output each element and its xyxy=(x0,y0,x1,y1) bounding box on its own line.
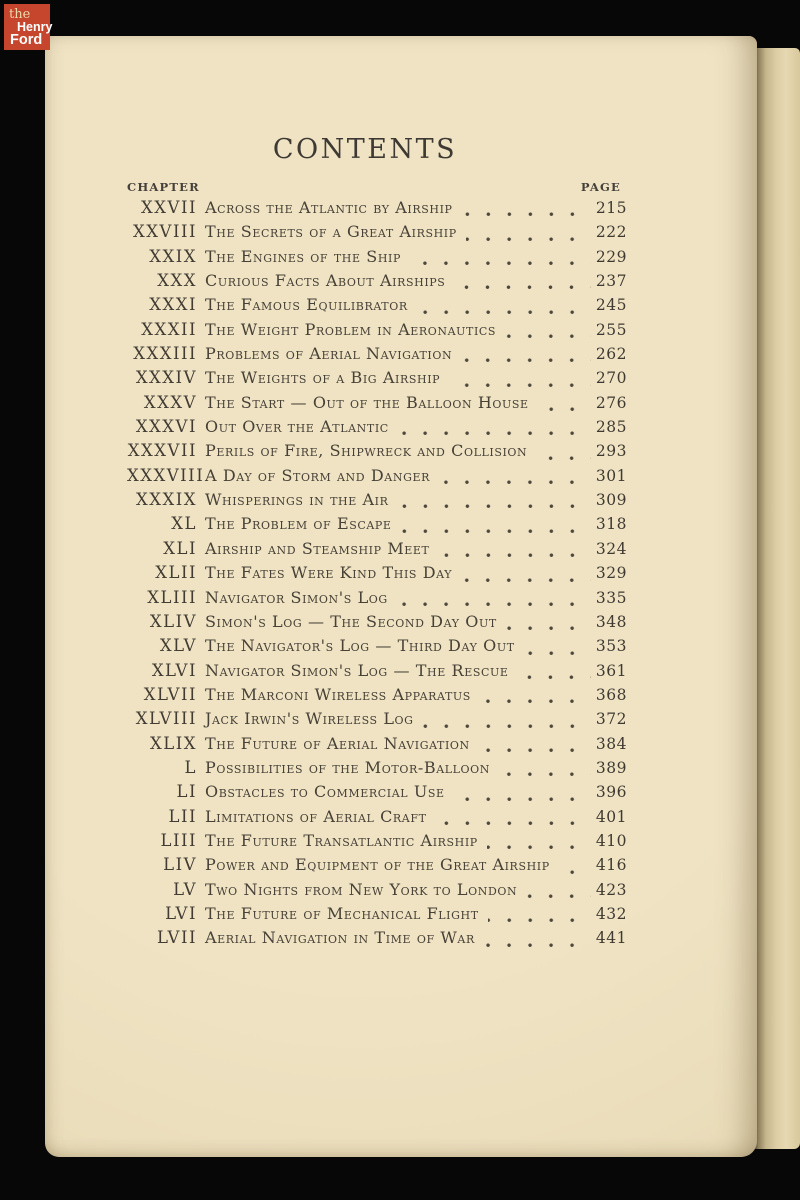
dot-leader xyxy=(423,724,591,729)
chapter-numeral: XXXIX xyxy=(135,490,197,510)
dot-leader xyxy=(454,285,590,290)
toc-entry xyxy=(127,417,627,441)
page-number: 353 xyxy=(595,637,627,656)
chapter-numeral: XXIX xyxy=(149,246,197,266)
dot-leader xyxy=(401,529,591,534)
chapter-numeral: XXVIII xyxy=(133,222,197,242)
page-number: 301 xyxy=(595,466,627,485)
dot-leader xyxy=(466,237,591,242)
chapter-title: Airship and Steamship Meet xyxy=(205,538,430,558)
page-number: 410 xyxy=(595,831,627,850)
toc-entry xyxy=(127,368,627,392)
page-number: 432 xyxy=(595,904,627,923)
toc-entry xyxy=(127,393,627,417)
chapter-numeral: XXXIII xyxy=(133,344,197,364)
toc-entry xyxy=(127,904,627,928)
chapter-title: Navigator Simon's Log xyxy=(205,587,388,607)
dot-leader xyxy=(461,578,591,583)
toc-entry xyxy=(127,466,627,490)
chapter-title: Simon's Log — The Second Day Out xyxy=(205,611,497,631)
page-number: 368 xyxy=(595,685,627,704)
toc-entry xyxy=(127,295,627,319)
chapter-numeral: LIV xyxy=(163,855,197,875)
page-number: 416 xyxy=(595,856,627,875)
chapter-numeral: XXXII xyxy=(141,319,197,339)
dot-leader xyxy=(417,310,591,315)
logo-text-ford: Ford xyxy=(10,32,43,48)
toc-entry xyxy=(127,247,627,271)
chapter-numeral: LVII xyxy=(157,928,197,948)
chapter-numeral: XLII xyxy=(155,563,197,583)
dot-leader xyxy=(488,918,591,923)
toc-entry xyxy=(127,344,627,368)
page-number: 324 xyxy=(595,539,627,558)
toc-entry xyxy=(127,563,627,587)
dot-leader xyxy=(398,431,591,436)
chapter-title: The Secrets of a Great Airship xyxy=(205,222,457,242)
toc-entry xyxy=(127,198,627,222)
dot-leader xyxy=(449,383,591,388)
toc-entry xyxy=(127,709,627,733)
dot-leader xyxy=(454,797,591,802)
chapter-numeral: XXXV xyxy=(143,392,197,412)
chapter-numeral: XXX xyxy=(157,271,197,291)
chapter-title: The Engines of the Ship xyxy=(205,246,401,266)
page-number: 396 xyxy=(595,783,627,802)
page-number: 335 xyxy=(595,588,627,607)
dot-leader xyxy=(517,675,590,680)
chapter-title: The Fates Were Kind This Day xyxy=(205,563,453,583)
page-number: 222 xyxy=(595,223,627,242)
chapter-numeral: LI xyxy=(176,782,197,802)
chapter-title: Across the Atlantic by Airship xyxy=(205,198,453,217)
page-number: 441 xyxy=(595,929,627,948)
toc-entry xyxy=(127,271,627,295)
toc-entry xyxy=(127,831,627,855)
chapter-title: Curious Facts About Airships xyxy=(205,271,446,291)
chapter-numeral: XLVIII xyxy=(135,709,197,729)
chapter-numeral: LVI xyxy=(165,903,197,923)
dot-leader xyxy=(439,480,591,485)
toc-entry xyxy=(127,685,627,709)
page-number: 384 xyxy=(595,734,627,753)
chapter-title: Whisperings in the Air xyxy=(205,490,389,510)
dot-leader xyxy=(536,456,591,461)
page-number: 215 xyxy=(595,199,627,217)
chapter-title: Possibilities of the Motor-Balloon xyxy=(205,757,491,777)
toc-entry xyxy=(127,661,627,685)
chapter-numeral: XLIX xyxy=(150,733,197,753)
chapter-title: Out Over the Atlantic xyxy=(205,417,389,437)
chapter-numeral: XLV xyxy=(159,636,197,656)
logo-text-henry: Henry xyxy=(17,20,53,34)
page-number: 361 xyxy=(595,661,627,680)
chapter-title: The Famous Equilibrator xyxy=(205,295,408,315)
chapter-numeral: XXXVIII xyxy=(127,465,205,485)
chapter-title: A Day of Storm and Danger xyxy=(205,465,430,485)
page-number: 237 xyxy=(595,272,627,291)
chapter-numeral: XXXVII xyxy=(127,441,197,461)
toc-entry xyxy=(127,928,627,952)
chapter-title: Aerial Navigation in Time of War xyxy=(205,928,475,948)
chapter-title: The Navigator's Log — Third Day Out xyxy=(205,636,515,656)
chapter-title: The Problem of Escape xyxy=(205,514,392,534)
page-number: 318 xyxy=(595,515,627,534)
chapter-title: Problems of Aerial Navigation xyxy=(205,344,453,364)
chapter-title: Power and Equipment of the Great Airship xyxy=(205,855,550,875)
page-number: 229 xyxy=(595,247,627,266)
toc-entry xyxy=(127,588,627,612)
dot-leader xyxy=(484,943,591,948)
chapter-numeral: XXXIV xyxy=(135,368,197,388)
toc-entry xyxy=(127,612,627,636)
toc-entry xyxy=(127,782,627,806)
chapter-title: Obstacles to Commercial Use xyxy=(205,782,445,802)
toc-entry xyxy=(127,490,627,514)
chapter-title: The Future of Mechanical Flight xyxy=(205,903,479,923)
chapter-numeral: XXXVI xyxy=(135,417,197,437)
toc-entry xyxy=(127,636,627,660)
dot-leader xyxy=(461,358,591,363)
toc-entry xyxy=(127,514,627,538)
page-number: 423 xyxy=(595,880,627,899)
dot-leader xyxy=(499,772,591,777)
chapter-numeral: LII xyxy=(168,806,197,826)
chapter-numeral: XXVII xyxy=(141,198,197,217)
toc-list xyxy=(127,198,627,953)
dot-leader xyxy=(487,845,591,850)
dot-leader xyxy=(506,626,591,631)
chapter-title: Limitations of Aerial Craft xyxy=(205,806,427,826)
page-stack-edge xyxy=(754,48,800,1149)
chapter-title: Perils of Fire, Shipwreck and Collision xyxy=(205,441,528,461)
chapter-title: The Future Transatlantic Airship xyxy=(205,830,478,850)
chapter-title: The Future of Aerial Navigation xyxy=(205,733,470,753)
logo-text-the: the xyxy=(9,7,31,22)
page-number: 401 xyxy=(595,807,627,826)
page-number: 348 xyxy=(595,612,627,631)
chapter-numeral: L xyxy=(184,757,197,777)
page-number: 255 xyxy=(595,320,627,339)
chapter-numeral: LIII xyxy=(160,830,197,850)
chapter-numeral: XLI xyxy=(163,538,197,558)
dot-leader xyxy=(479,748,591,753)
dot-leader xyxy=(436,821,591,826)
chapter-title: The Marconi Wireless Apparatus xyxy=(205,684,471,704)
dot-leader xyxy=(526,894,591,899)
column-headers xyxy=(127,180,627,194)
page-number: 309 xyxy=(595,491,627,510)
dot-leader xyxy=(439,553,591,558)
page-number: 285 xyxy=(595,418,627,437)
chapter-numeral: LV xyxy=(173,879,197,899)
chapter-title: The Weight Problem in Aeronautics xyxy=(205,319,497,339)
toc-entry xyxy=(127,320,627,344)
page-number: 245 xyxy=(595,296,627,315)
toc-entry xyxy=(127,807,627,831)
page-number: 270 xyxy=(595,369,627,388)
toc-entry xyxy=(127,734,627,758)
dot-leader xyxy=(505,334,591,339)
toc-entry xyxy=(127,758,627,782)
chapter-numeral: XLVII xyxy=(143,684,197,704)
dot-leader xyxy=(524,651,591,656)
page-number: 389 xyxy=(595,758,627,777)
chapter-title: Jack Irwin's Wireless Log xyxy=(205,709,414,729)
chapter-title: The Weights of a Big Airship xyxy=(205,368,441,388)
chapter-numeral: XLVI xyxy=(151,660,197,680)
book-page xyxy=(45,36,757,1157)
dot-leader xyxy=(397,602,591,607)
chapter-numeral: XLIV xyxy=(149,611,197,631)
toc-entry xyxy=(127,855,627,879)
page-column-header: PAGE xyxy=(580,180,621,194)
page-number: 329 xyxy=(595,564,627,583)
dot-leader xyxy=(480,699,591,704)
dot-leader xyxy=(410,261,591,266)
chapter-column-header: CHAPTER xyxy=(127,180,200,194)
dot-leader xyxy=(559,870,591,875)
page-number: 293 xyxy=(595,442,627,461)
page-title: CONTENTS xyxy=(272,134,458,165)
chapter-numeral: XL xyxy=(171,514,197,534)
page-number: 276 xyxy=(595,393,627,412)
henry-ford-logo xyxy=(4,4,53,50)
chapter-title: Navigator Simon's Log — The Rescue xyxy=(205,660,509,680)
chapter-numeral: XXXI xyxy=(149,295,197,315)
chapter-title: Two Nights from New York to London xyxy=(205,879,518,899)
chapter-numeral: XLIII xyxy=(147,587,197,607)
dot-leader xyxy=(538,407,591,412)
page-number: 372 xyxy=(595,710,627,729)
dot-leader xyxy=(398,504,591,509)
toc-entry xyxy=(127,880,627,904)
page-number: 262 xyxy=(595,345,627,364)
toc-entry xyxy=(127,539,627,563)
toc-entry xyxy=(127,441,627,465)
toc-entry xyxy=(127,222,627,246)
dot-leader xyxy=(462,212,591,217)
chapter-title: The Start — Out of the Balloon House xyxy=(205,392,529,412)
